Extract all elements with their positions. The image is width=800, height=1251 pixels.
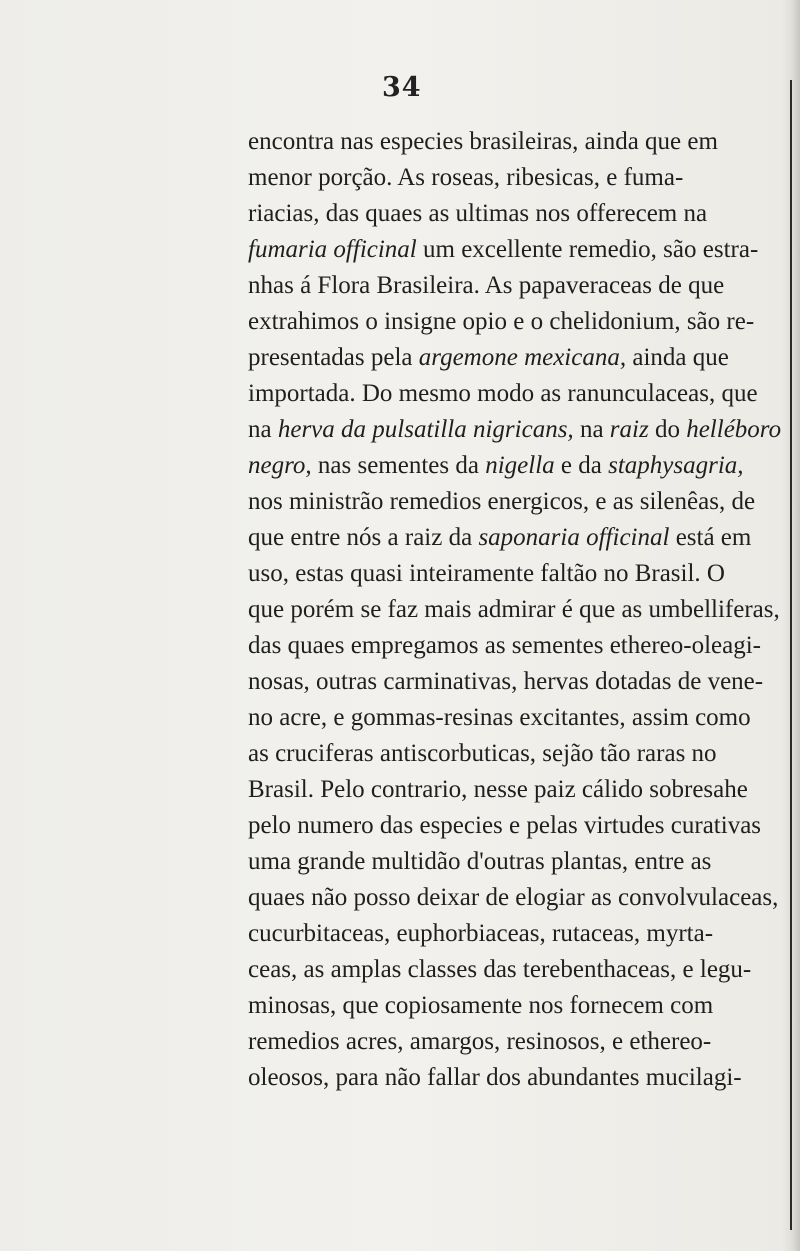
italic-term: saponaria officinal [478, 524, 670, 551]
text-line [248, 520, 752, 556]
text-run: remedios acres, amargos, resinosos, e ethereo- [248, 1028, 712, 1055]
text-line [248, 196, 708, 232]
text-run: minosas, que copiosamente nos fornecem com [248, 992, 714, 1019]
text-run: menor porção. As roseas, ribesicas, e fuma- [248, 164, 684, 191]
text-line [248, 1060, 742, 1096]
text-line [248, 664, 764, 700]
text-line [248, 412, 782, 448]
text-run: uso, estas quasi inteiramente faltão no Brasil. O [248, 560, 725, 587]
text-run: está em [669, 524, 752, 551]
text-line [248, 124, 718, 160]
text-run: as cruciferas antiscorbuticas, sejão tão raras no [248, 740, 717, 767]
text-line [248, 232, 759, 268]
text-run: uma grande multidão d'outras plantas, entre as [248, 848, 712, 875]
text-run: importada. Do mesmo modo as ranunculaceas, que [248, 380, 758, 407]
text-line [248, 340, 729, 376]
text-run: no acre, e gommas-resinas excitantes, assim como [248, 704, 751, 731]
italic-term: raiz [609, 416, 649, 443]
text-run: extrahimos o insigne opio e o chelidonium, são re- [248, 308, 755, 335]
text-run: encontra nas especies brasileiras, ainda que em [248, 128, 718, 155]
text-run: das quaes empregamos as sementes ethereo-oleagi- [248, 632, 761, 659]
text-run: presentadas pela [248, 344, 419, 371]
text-run: Brasil. Pelo contrario, nesse paiz cálido sobresahe [248, 776, 748, 803]
text-run: ceas, as amplas classes das terebenthaceas, e legu- [248, 956, 752, 983]
text-line [248, 700, 751, 736]
text-line [248, 916, 714, 952]
text-line [248, 376, 758, 412]
italic-term: negro, [248, 452, 312, 479]
text-line [248, 268, 725, 304]
text-run: na [248, 416, 278, 443]
text-run: nosas, outras carminativas, hervas dotadas de vene- [248, 668, 764, 695]
text-line [248, 592, 780, 628]
italic-term: staphysagria, [608, 452, 744, 479]
text-line [248, 484, 756, 520]
text-run: riacias, das quaes as ultimas nos offerecem na [248, 200, 708, 227]
text-run: na [573, 416, 610, 443]
text-line [248, 304, 755, 340]
text-line [248, 556, 725, 592]
italic-term: fumaria officinal [248, 236, 417, 263]
text-run: e da [554, 452, 609, 479]
text-line [248, 952, 752, 988]
page-number: 34 [382, 72, 422, 103]
text-line [248, 772, 748, 808]
body-text [248, 124, 782, 1096]
text-run: oleosos, para não fallar dos abundantes mucilagi- [248, 1064, 742, 1091]
text-run: que entre nós a raiz da [248, 524, 479, 551]
italic-term: nigella [485, 452, 555, 479]
page-edge-line [790, 80, 792, 1230]
text-run: que porém se faz mais admirar é que as umbelliferas, [248, 596, 780, 623]
italic-term: herva da pulsatilla nigricans, [277, 416, 574, 443]
text-run: do [648, 416, 687, 443]
italic-term: helléboro [686, 416, 782, 443]
text-line [248, 808, 762, 844]
text-line [248, 160, 684, 196]
text-run: pelo numero das especies e pelas virtudes curativas [248, 812, 762, 839]
text-line [248, 1024, 712, 1060]
text-line [248, 880, 779, 916]
text-run: nas sementes da [311, 452, 486, 479]
text-line [248, 448, 744, 484]
text-run: cucurbitaceas, euphorbiaceas, rutaceas, myrta- [248, 920, 714, 947]
text-line [248, 844, 712, 880]
text-line [248, 988, 714, 1024]
italic-term: argemone mexicana, [418, 344, 627, 371]
text-run: ainda que [626, 344, 729, 371]
text-line [248, 628, 761, 664]
text-run: quaes não posso deixar de elogiar as convolvulaceas, [248, 884, 779, 911]
text-run: nhas á Flora Brasileira. As papaveraceas de que [248, 272, 725, 299]
text-line [248, 736, 717, 772]
text-run: nos ministrão remedios energicos, e as silenêas, de [248, 488, 756, 515]
text-run: um excellente remedio, são estra- [416, 236, 759, 263]
